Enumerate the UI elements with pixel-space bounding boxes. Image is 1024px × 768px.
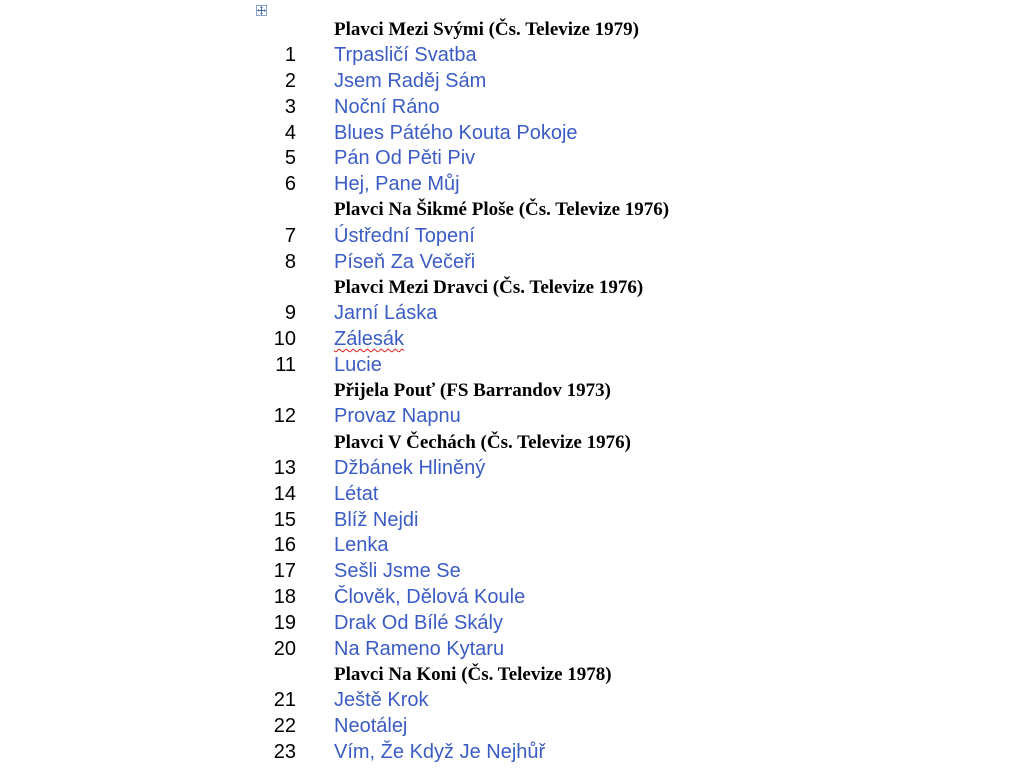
song-number: 11 (275, 353, 296, 376)
song-number: 21 (273, 689, 296, 712)
song-title: Sešli Jsme Se (334, 560, 461, 583)
song-title: Létat (334, 482, 379, 505)
song-title: Džbánek Hliněný (334, 456, 486, 479)
section-header-row (262, 275, 669, 301)
song-title: Pán Od Pěti Piv (334, 147, 476, 170)
song-row (262, 585, 669, 611)
song-title: Na Rameno Kytaru (334, 637, 505, 660)
song-row (262, 636, 669, 662)
song-title: Trpasličí Svatba (334, 44, 477, 67)
song-number: 6 (284, 173, 296, 196)
song-table (262, 17, 669, 765)
song-title: Provaz Napnu (334, 405, 461, 428)
section-header-row (262, 430, 669, 456)
song-row (262, 507, 669, 533)
song-number: 22 (273, 714, 296, 737)
song-title: Jsem Raděj Sám (334, 69, 487, 92)
song-row (262, 146, 669, 172)
song-number: 9 (284, 302, 296, 325)
table-move-handle-icon[interactable] (256, 5, 267, 16)
song-row (262, 69, 669, 95)
section-header: Přijela Pouť (FS Barrandov 1973) (334, 380, 611, 402)
song-number: 4 (284, 121, 296, 144)
song-number: 13 (273, 456, 296, 479)
song-row (262, 352, 669, 378)
song-title: Vím, Že Když Je Nejhůř (334, 740, 546, 763)
song-number: 19 (273, 611, 296, 634)
song-title: Ústřední Topení (334, 224, 475, 247)
song-row (262, 301, 669, 327)
section-header: Plavci Mezi Dravci (Čs. Televize 1976) (334, 276, 644, 298)
song-title: Blues Pátého Kouta Pokoje (334, 121, 578, 144)
song-number: 20 (273, 637, 296, 660)
song-number: 3 (284, 95, 296, 118)
song-title: Člověk, Dělová Koule (334, 585, 526, 608)
song-number: 10 (273, 327, 296, 350)
song-title: Drak Od Bílé Skály (334, 611, 503, 634)
song-row (262, 714, 669, 740)
song-title: Píseň Za Večeři (334, 250, 476, 273)
song-row (262, 120, 669, 146)
song-row (262, 43, 669, 69)
song-row (262, 610, 669, 636)
section-header-row (262, 662, 669, 688)
song-title: Noční Ráno (334, 95, 440, 118)
song-row (262, 404, 669, 430)
song-number: 2 (284, 69, 296, 92)
song-row (262, 533, 669, 559)
song-title: Neotálej (334, 714, 408, 737)
song-number: 1 (284, 44, 296, 67)
song-number: 14 (273, 482, 296, 505)
song-row (262, 249, 669, 275)
song-title: Jarní Láska (334, 302, 438, 325)
song-row (262, 456, 669, 482)
song-number: 12 (273, 405, 296, 428)
section-header: Plavci Mezi Svými (Čs. Televize 1979) (334, 18, 639, 40)
section-header: Plavci Na Šikmé Ploše (Čs. Televize 1976) (334, 199, 670, 221)
song-title: Ještě Krok (334, 689, 429, 712)
song-number: 7 (284, 224, 296, 247)
song-number: 5 (284, 147, 296, 170)
section-header-row (262, 17, 669, 43)
song-number: 8 (284, 250, 296, 273)
section-header: Plavci Na Koni (Čs. Televize 1978) (334, 663, 612, 685)
song-row (262, 223, 669, 249)
section-header-row (262, 378, 669, 404)
song-title: Lucie (334, 353, 382, 376)
song-number: 16 (273, 534, 296, 557)
song-number: 17 (273, 560, 296, 583)
song-row (262, 481, 669, 507)
song-title: Blíž Nejdi (334, 508, 419, 531)
song-number: 23 (273, 740, 296, 763)
song-row (262, 559, 669, 585)
song-row (262, 688, 669, 714)
song-number: 15 (273, 508, 296, 531)
section-header-row (262, 198, 669, 224)
section-header: Plavci V Čechách (Čs. Televize 1976) (334, 431, 631, 453)
song-row (262, 172, 669, 198)
song-title: Lenka (334, 534, 389, 557)
song-row (262, 94, 669, 120)
song-row (262, 327, 669, 353)
song-title: Hej, Pane Můj (334, 173, 460, 196)
song-number: 18 (273, 585, 296, 608)
song-row (262, 739, 669, 765)
song-title: Zálesák (334, 327, 405, 350)
